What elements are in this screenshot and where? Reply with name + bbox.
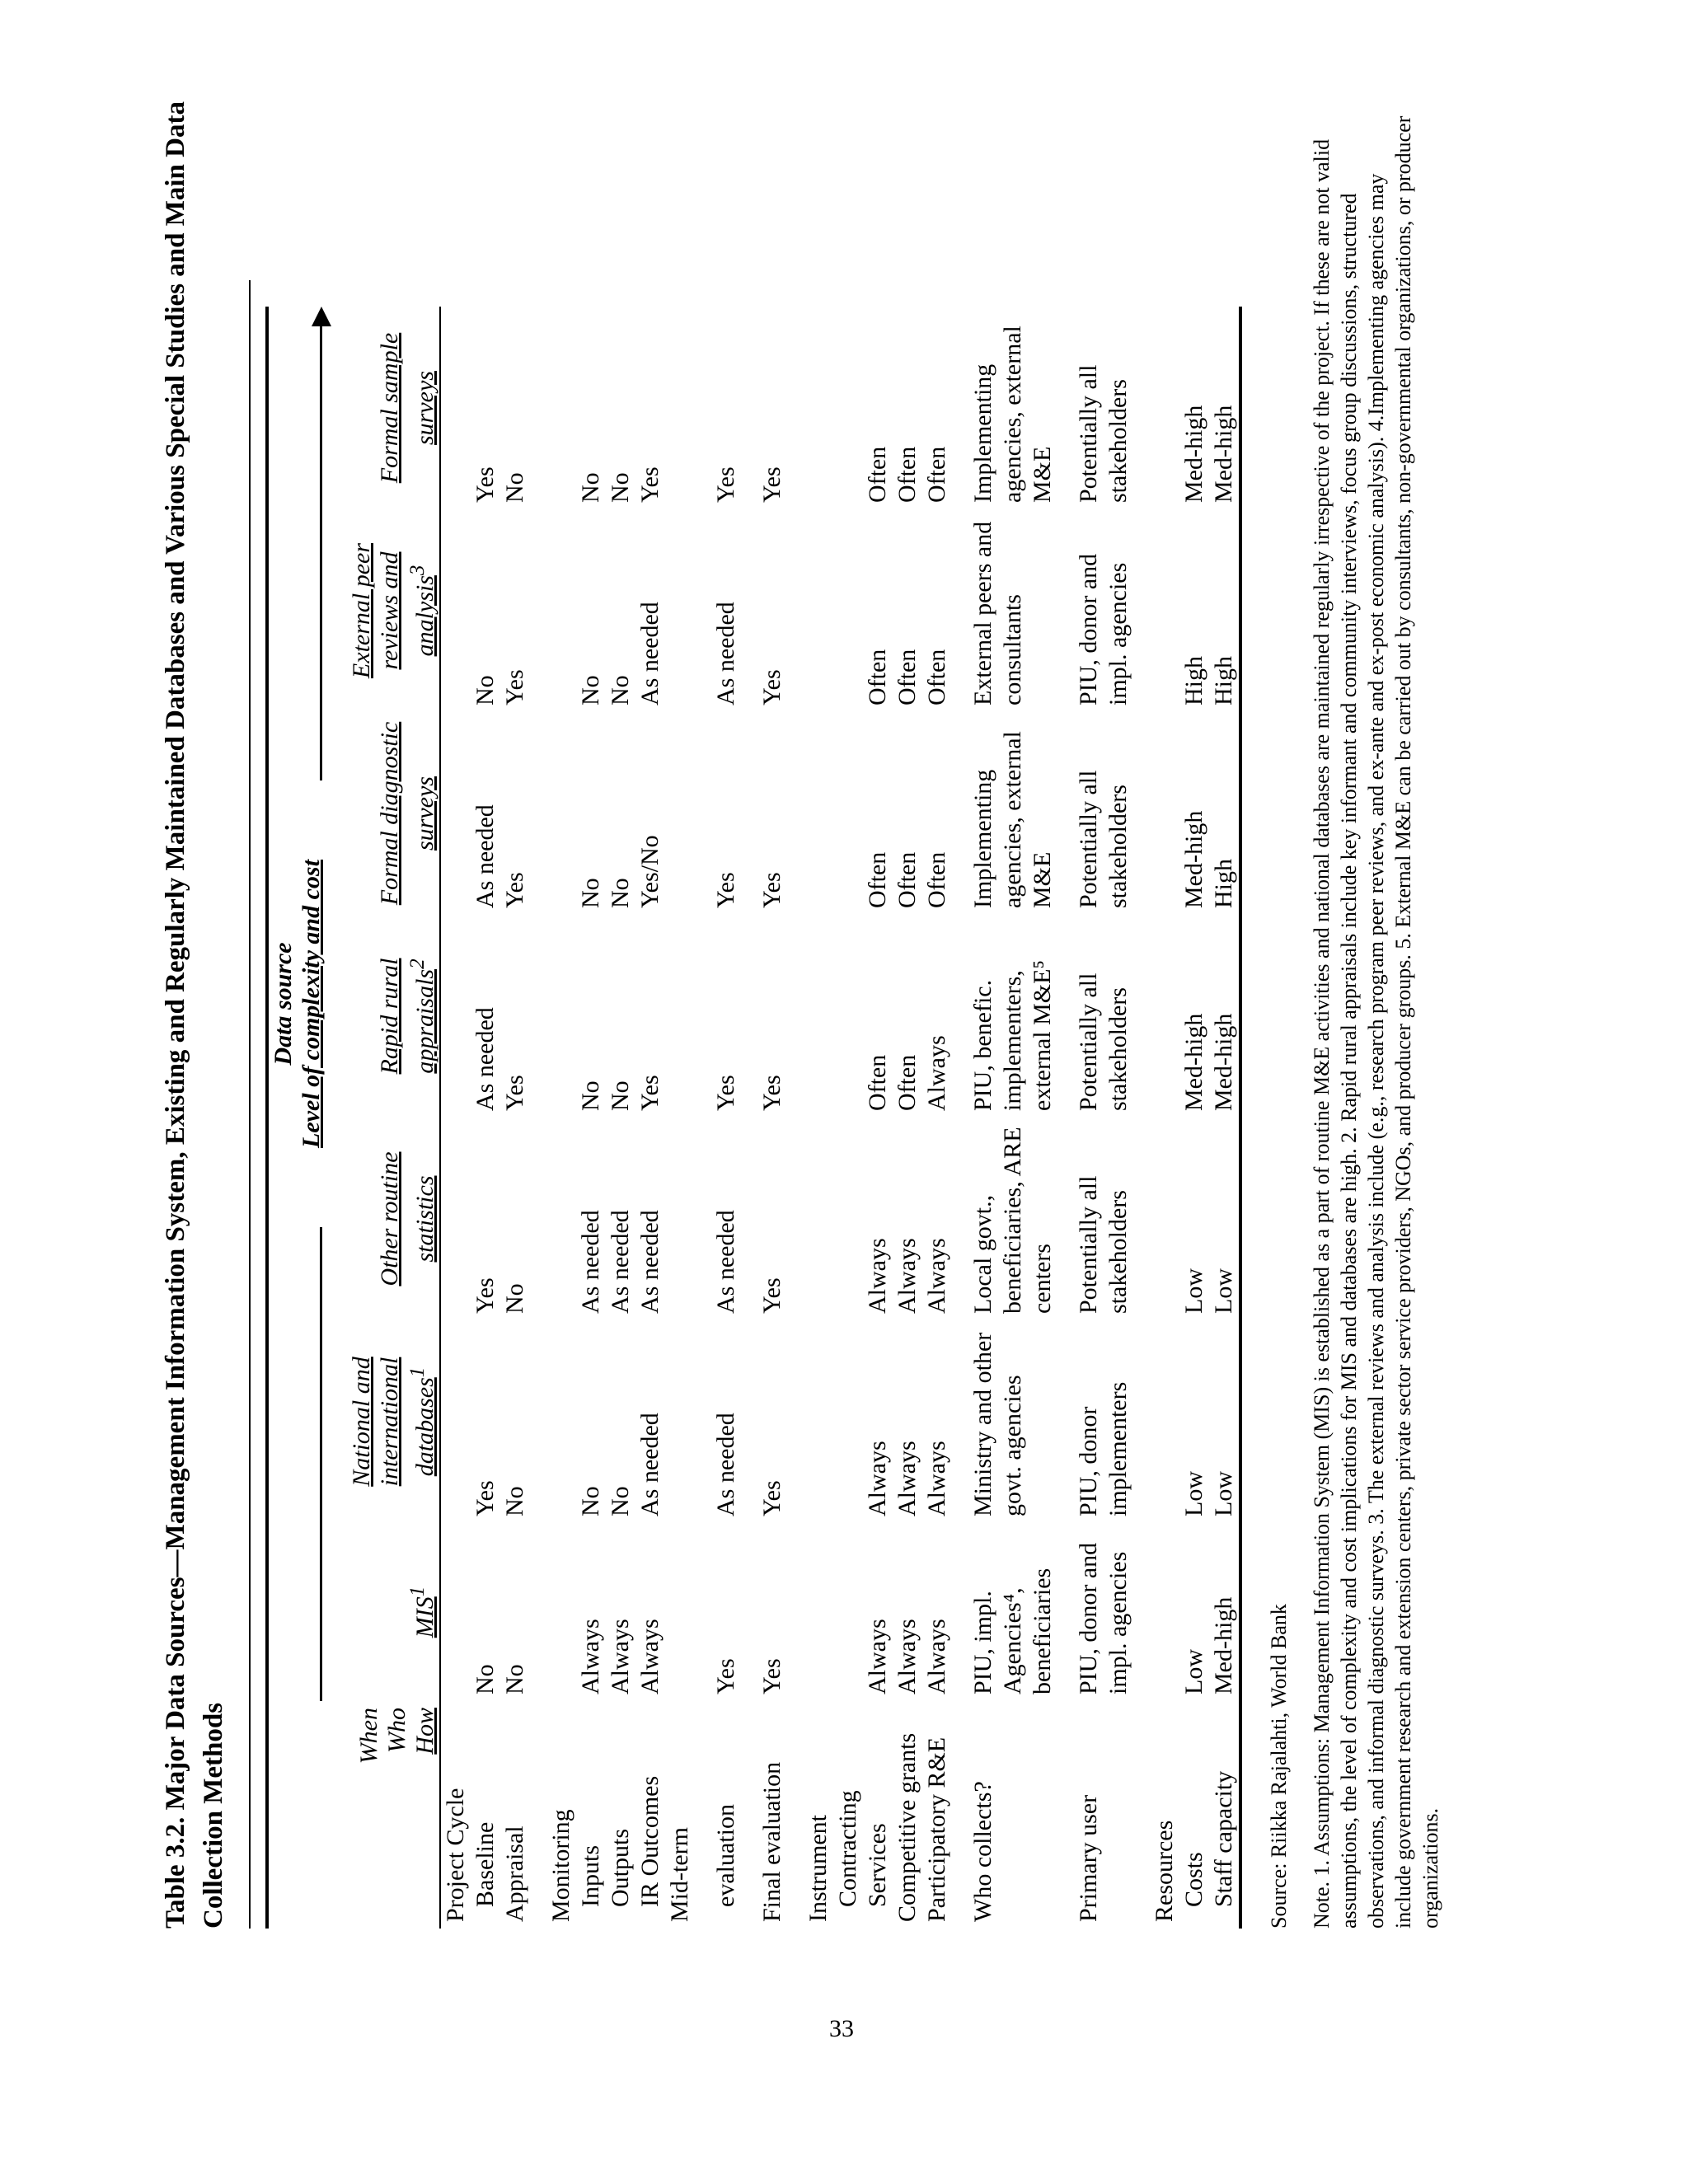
table-cell: Always: [923, 1035, 950, 1111]
table-cell: Implementing agencies, external M&E: [969, 326, 1056, 503]
table-cell: [546, 1320, 576, 1523]
row-label: Inputs: [577, 1845, 604, 1907]
row-label: Instrument: [804, 1815, 832, 1922]
table-cell: [1150, 1320, 1179, 1523]
table-cell: Often: [864, 649, 891, 705]
table-cell: [804, 1320, 833, 1523]
table-cell: Yes: [636, 1075, 663, 1111]
table-row: [711, 307, 741, 1929]
table-cell: Med-high: [1180, 1013, 1207, 1111]
landscape-page: [157, 0, 1500, 1929]
table-cell: No: [577, 472, 604, 503]
table-cell: [546, 1523, 576, 1701]
table-cell: Yes: [636, 466, 663, 503]
table-cell: No: [501, 1283, 528, 1314]
table-cell: Yes: [501, 1075, 528, 1111]
table-cell: Often: [893, 851, 921, 908]
table-cell: No: [471, 675, 499, 705]
table-cell: Yes: [758, 1658, 785, 1694]
table-cell: As needed: [712, 602, 739, 705]
table-cell: [440, 915, 471, 1118]
table-row: [968, 307, 1057, 1929]
table-cell: PIU, donor and impl. agencies: [1075, 1542, 1132, 1694]
header-spacer: [267, 1701, 348, 1929]
table-cell: As needed: [712, 1413, 739, 1516]
footnote: Note. 1. Assumptions: Management Information System (MIS) is established as a part of routine M&E activities and national databases are maintained regularly irrespective of the project. If these are not valid assumptions, the level of complexity and cost implications for MIS and databases are high. 2. Rapid rural appraisals include key informant and community interviews, focus group discussions, structured observations, and informal diagnostic surveys. 3. The external reviews and analysis include (e.g., research program peer reviews, and ex-ante and ex-post economic analysis). 4.Implementing agencies may include government research and extension centers, private sector service providers, NGOs, and producer groups. 5. External M&E can be carried out by consultants, non-governmental organizations, or producer organizations.: [1310, 115, 1442, 1929]
table-cell: No: [607, 878, 634, 908]
arrow-right-icon: [312, 307, 331, 326]
table-cell: [804, 509, 833, 712]
page-number: 33: [829, 2015, 854, 2042]
table-cell: No: [577, 1080, 604, 1111]
table-body: [440, 307, 1240, 1929]
table-cell: Med-high: [1209, 307, 1240, 509]
col-header-external-peer-reviews: External peer reviews and analysis$^3$: [348, 542, 438, 679]
table-cell: No: [607, 472, 634, 503]
table-row: [606, 307, 635, 1929]
table-cell: Always: [607, 1619, 634, 1694]
table-cell: As needed: [607, 1210, 634, 1314]
table-row: [1074, 307, 1133, 1929]
table-cell: Low: [1180, 1649, 1207, 1694]
table-cell: Always: [577, 1619, 604, 1694]
table-cell: No: [577, 878, 604, 908]
table-cell: [665, 509, 695, 712]
table-cell: [546, 712, 576, 915]
table-cell: As needed: [577, 1210, 604, 1314]
table-row: [1209, 307, 1240, 1929]
table-row: [833, 307, 863, 1929]
row-label: Outputs: [607, 1828, 634, 1907]
table-cell: PIU, donor and impl. agencies: [1075, 553, 1132, 705]
table-cell: [804, 1118, 833, 1320]
table-cell: [804, 307, 833, 509]
table-cell: Yes/No: [636, 835, 663, 908]
table-row: [440, 307, 471, 1929]
table-cell: [1150, 712, 1179, 915]
table-cell: PIU, benefic. implementers, external M&E⁵: [969, 960, 1056, 1111]
row-label: Final evaluation: [758, 1761, 785, 1922]
table-cell: [440, 712, 471, 915]
table-cell: Potentially all stakeholders: [1075, 1175, 1132, 1314]
table-row: [804, 307, 833, 1929]
table-cell: [1150, 915, 1179, 1118]
spacer-row: [1057, 307, 1074, 1929]
row-label: Participatory R&E: [923, 1736, 950, 1922]
row-label: Who collects?: [969, 1781, 996, 1922]
arrow-line-left: [320, 1227, 322, 1701]
how-label: How: [411, 1708, 438, 1755]
table-cell: Yes: [471, 1277, 499, 1314]
table-cell: [833, 1523, 863, 1701]
table-cell: Always: [864, 1441, 891, 1516]
table-row: [1179, 307, 1209, 1929]
table-row: [863, 307, 893, 1929]
row-label: Primary user: [1075, 1794, 1102, 1922]
row-label: Competitive grants: [893, 1732, 921, 1922]
table-cell: [1150, 1523, 1179, 1701]
table-row: [893, 307, 922, 1929]
table-cell: Low: [1209, 1320, 1240, 1523]
table-cell: PIU, donor implementers: [1075, 1381, 1132, 1516]
table-cell: As needed: [471, 804, 499, 908]
row-label: Resources: [1151, 1820, 1178, 1922]
col-header-rapid-rural-appraisals: Rapid rural appraisals$^2$: [376, 958, 438, 1075]
table-cell: No: [471, 1664, 499, 1694]
table-cell: [665, 1118, 695, 1320]
table-cell: Always: [893, 1441, 921, 1516]
table-cell: Implementing agencies, external M&E: [969, 731, 1056, 908]
spacer-row: [741, 307, 757, 1929]
table-row: [471, 307, 500, 1929]
col-header-formal-diagnostic-surveys: Formal diagnostic surveys: [376, 721, 438, 906]
spacer-row: [1133, 307, 1150, 1929]
table-cell: [440, 509, 471, 712]
spacer-row: [695, 307, 711, 1929]
table-cell: Med-high: [1180, 810, 1207, 908]
table-cell: Often: [893, 649, 921, 705]
row-label: Mid-term: [666, 1827, 693, 1922]
table-cell: No: [577, 675, 604, 705]
table-cell: As needed: [636, 1210, 663, 1314]
table-cell: [1150, 307, 1179, 509]
row-label: Baseline: [471, 1821, 499, 1907]
spacer-row: [530, 307, 546, 1929]
table-cell: [440, 1118, 471, 1320]
table-cell: [665, 1523, 695, 1701]
table-cell: Always: [893, 1619, 921, 1694]
table-cell: [440, 307, 471, 509]
table-cell: [1150, 509, 1179, 712]
table-cell: As needed: [636, 1413, 663, 1516]
table-cell: Often: [864, 851, 891, 908]
table-cell: [665, 1320, 695, 1523]
table-row: [635, 307, 665, 1929]
table-row: [576, 307, 606, 1929]
table-cell: [833, 712, 863, 915]
table-row: [500, 307, 530, 1929]
table-cell: No: [607, 1080, 634, 1111]
table-cell: Potentially all stakeholders: [1075, 364, 1132, 503]
table-cell: No: [607, 1486, 634, 1516]
col-header-mis: MIS$^1$: [406, 1586, 438, 1638]
row-label: Contracting: [834, 1790, 861, 1907]
table-cell: [833, 509, 863, 712]
table-cell: Often: [864, 1054, 891, 1111]
row-label: Staff capacity: [1209, 1701, 1240, 1929]
table-cell: [440, 1320, 471, 1523]
table-cell: Often: [893, 1054, 921, 1111]
row-label-header: [348, 1701, 440, 1929]
table-cell: Yes: [758, 872, 785, 908]
table-cell: Yes: [712, 872, 739, 908]
table-cell: [546, 307, 576, 509]
table-cell: [833, 915, 863, 1118]
table-cell: [1150, 1118, 1179, 1320]
data-source-header: [267, 307, 348, 1701]
table-cell: Often: [864, 446, 891, 503]
table-cell: Always: [923, 1441, 950, 1516]
table-cell: Low: [1180, 1471, 1207, 1516]
table-cell: Always: [864, 1238, 891, 1314]
table-cell: PIU, impl. Agencies⁴, beneficiaries: [969, 1568, 1056, 1694]
data-sources-table: [265, 307, 1242, 1929]
table-cell: Med-high: [1180, 405, 1207, 503]
table-title: Table 3.2. Major Data Sources—Management Information System, Existing and Regularly Maintained Databases and Various Special Studies and Main Data Collection Methods: [161, 101, 228, 1929]
col-header-national-databases: National and international databases$^1$: [348, 1357, 438, 1487]
table-cell: External peers and consultants: [969, 521, 1026, 705]
table-cell: Yes: [758, 1075, 785, 1111]
table-row: [757, 307, 787, 1929]
table-cell: No: [501, 1664, 528, 1694]
row-label: Services: [864, 1823, 891, 1907]
table-cell: Yes: [758, 466, 785, 503]
table-cell: No: [577, 1486, 604, 1516]
table-cell: Med-high: [1209, 1523, 1240, 1701]
complexity-label: Level of complexity and cost: [298, 860, 325, 1148]
table-cell: Yes: [712, 1075, 739, 1111]
table-cell: As needed: [636, 602, 663, 705]
row-label: Costs: [1180, 1852, 1207, 1907]
table-row: [1150, 307, 1179, 1929]
table-cell: Always: [923, 1238, 950, 1314]
table-cell: [665, 915, 695, 1118]
table-cell: [833, 1118, 863, 1320]
table-row: [546, 307, 576, 1929]
table-cell: [804, 1523, 833, 1701]
table-cell: Always: [636, 1619, 663, 1694]
table-cell: [440, 1523, 471, 1701]
table-cell: Often: [923, 649, 950, 705]
table-cell: Ministry and other govt. agencies: [969, 1332, 1026, 1516]
who-label: Who: [383, 1708, 410, 1753]
table-cell: Yes: [758, 1480, 785, 1516]
row-label: Monitoring: [547, 1809, 574, 1922]
table-cell: Potentially all stakeholders: [1075, 972, 1132, 1111]
table-cell: [546, 509, 576, 712]
table-cell: As needed: [471, 1007, 499, 1111]
table-cell: No: [607, 675, 634, 705]
table-cell: [833, 307, 863, 509]
table-cell: No: [501, 472, 528, 503]
table-cell: Often: [923, 851, 950, 908]
table-cell: Low: [1180, 1268, 1207, 1314]
table-cell: [546, 915, 576, 1118]
table-cell: Yes: [501, 669, 528, 705]
table-cell: [833, 1320, 863, 1523]
table-cell: Often: [893, 446, 921, 503]
table-cell: Always: [923, 1619, 950, 1694]
table-cell: Yes: [471, 1480, 499, 1516]
table-cell: [665, 307, 695, 509]
table-cell: Yes: [501, 872, 528, 908]
spacer-row: [787, 307, 804, 1929]
table-cell: No: [501, 1486, 528, 1516]
table-cell: [546, 1118, 576, 1320]
data-source-label: Data source: [270, 942, 297, 1066]
table-cell: [804, 712, 833, 915]
table-row: [665, 307, 695, 1929]
row-label: Appraisal: [501, 1825, 528, 1922]
row-label: Project Cycle: [442, 1788, 469, 1922]
table-cell: High: [1209, 509, 1240, 712]
arrow-line-right: [320, 325, 322, 780]
spacer-row: [952, 307, 968, 1929]
table-cell: Low: [1209, 1118, 1240, 1320]
col-header-formal-sample-surveys: Formal sample surveys: [376, 332, 438, 484]
when-label: When: [355, 1708, 382, 1765]
table-cell: Local govt., beneficiaries, ARE centers: [969, 1127, 1056, 1314]
table-cell: Yes: [712, 1658, 739, 1694]
table-cell: As needed: [712, 1210, 739, 1314]
table-cell: Often: [923, 446, 950, 503]
table-cell: Always: [864, 1619, 891, 1694]
row-label: evaluation: [712, 1804, 739, 1907]
col-header-other-routine-statistics: Other routine statistics: [376, 1151, 438, 1286]
table-row: [922, 307, 952, 1929]
table-cell: Always: [893, 1238, 921, 1314]
title-rule: [249, 280, 251, 1929]
table-cell: Yes: [471, 466, 499, 503]
table-cell: [665, 712, 695, 915]
table-cell: Yes: [758, 669, 785, 705]
row-label: IR Outcomes: [636, 1775, 663, 1907]
table-cell: High: [1180, 656, 1207, 705]
table-cell: Med-high: [1209, 915, 1240, 1118]
table-cell: Yes: [758, 1277, 785, 1314]
table-cell: Yes: [712, 466, 739, 503]
source-line: Source: Riikka Rajalahti, World Bank: [1267, 1604, 1291, 1929]
table-cell: [804, 915, 833, 1118]
table-cell: Potentially all stakeholders: [1075, 770, 1132, 908]
table-cell: High: [1209, 712, 1240, 915]
